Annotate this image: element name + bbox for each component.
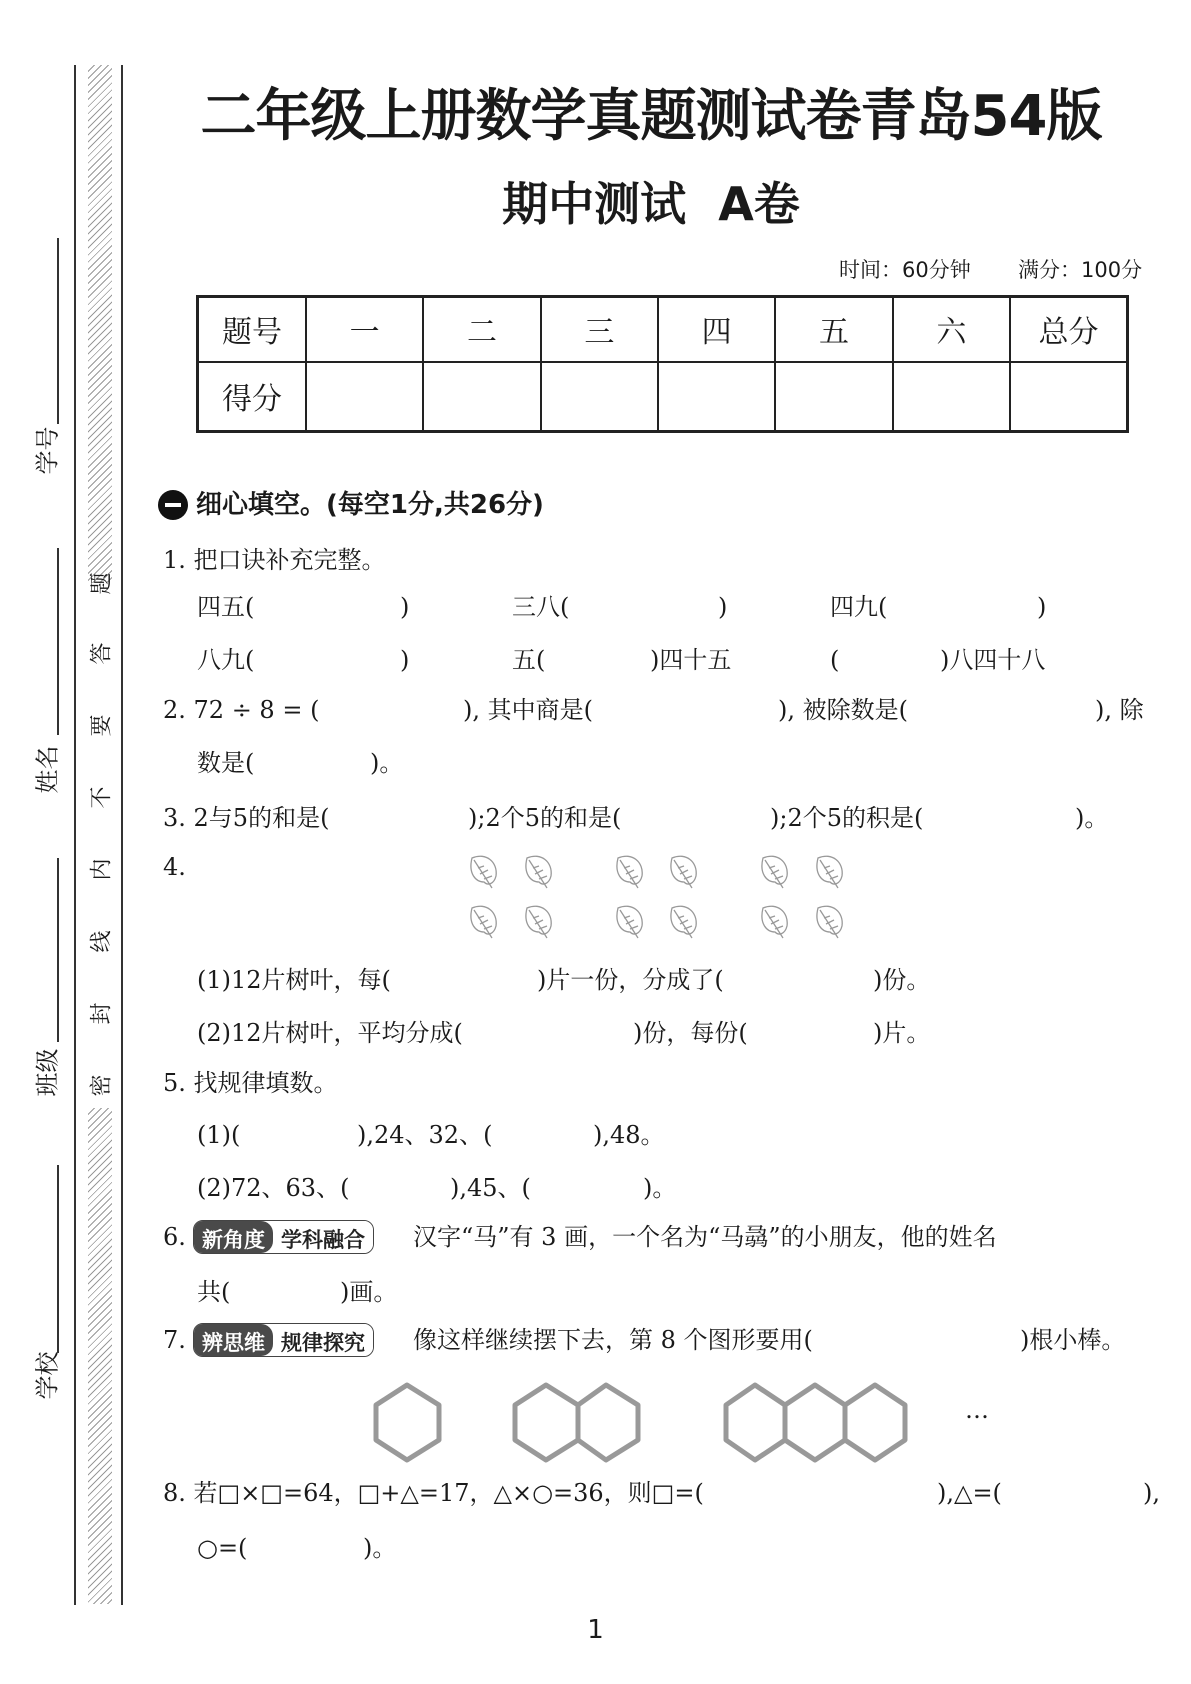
seal-char: 答 — [89, 642, 115, 665]
q1-text: ( — [830, 646, 840, 674]
q1-text: ) — [1037, 593, 1047, 621]
score-cell[interactable] — [541, 362, 658, 432]
seal-char: 不 — [89, 786, 115, 809]
badge-primary: 新角度 — [194, 1221, 273, 1253]
q4-text: )份，每份( — [633, 1019, 748, 1047]
leaf-icon — [466, 852, 500, 892]
hexagon-1 — [376, 1385, 439, 1460]
q5-text: ),24、32、( — [357, 1121, 493, 1149]
header-cell: 六 — [893, 297, 1010, 362]
header-cell: 二 — [423, 297, 540, 362]
hatch-bottom — [88, 1108, 112, 1604]
q2-text: 2. 72 ÷ 8 = ( — [163, 696, 320, 724]
q1-text: 四九( — [830, 593, 888, 621]
name-underline[interactable] — [57, 548, 59, 735]
q5-text: (2)72、63、( — [197, 1174, 350, 1202]
q3-text: )。 — [1075, 804, 1109, 832]
score-cell[interactable] — [775, 362, 892, 432]
q1-text: )八四十八 — [940, 646, 1046, 674]
binding-line-inner — [121, 65, 123, 1605]
q1-text: 八九( — [197, 646, 255, 674]
q1-text: ) — [400, 593, 410, 621]
leaf-icon — [812, 902, 846, 942]
q6-text: 共( — [197, 1278, 231, 1306]
q5-stem: 5. 找规律填数。 — [163, 1069, 338, 1097]
leaf-icon — [666, 852, 700, 892]
seal-char: 要 — [89, 714, 115, 737]
hexagon-3b — [785, 1385, 845, 1460]
score-cell[interactable] — [658, 362, 775, 432]
q1-text: 四五( — [197, 593, 255, 621]
header-cell: 一 — [306, 297, 423, 362]
q8-text: ), — [1143, 1479, 1160, 1507]
page-subtitle: 期中测试 A卷 — [502, 177, 800, 231]
q8-text: )。 — [363, 1534, 397, 1562]
q1-text: ) — [400, 646, 410, 674]
page-title: 二年级上册数学真题测试卷青岛54版 — [200, 84, 1102, 149]
q6-badge — [193, 1220, 374, 1254]
school-label: 学校 — [33, 1351, 62, 1400]
hexagon-sticks-figure — [360, 1380, 980, 1465]
q4-text: )份。 — [873, 966, 931, 994]
header-cell: 四 — [658, 297, 775, 362]
full-score: 满分：100分 — [1018, 258, 1143, 282]
q3-text: );2个5的积是( — [770, 804, 924, 832]
q1-text: ) — [718, 593, 728, 621]
q4-text: )片一份，分成了( — [537, 966, 724, 994]
badge-secondary: 规律探究 — [273, 1324, 373, 1356]
q4-text: )片。 — [873, 1019, 931, 1047]
seal-char: 线 — [89, 930, 115, 953]
q6-number: 6. — [163, 1223, 186, 1251]
q6-text: 汉字“马”有 3 画，一个名为“马骉”的小朋友，他的姓名 — [413, 1223, 997, 1251]
q1-text: )四十五 — [650, 646, 732, 674]
header-cell: 题号 — [198, 297, 306, 362]
section-heading: 细心填空。(每空1分,共26分) — [196, 490, 544, 520]
name-label: 姓名 — [33, 745, 62, 794]
header-cell: 五 — [775, 297, 892, 362]
student-id-label: 学号 — [33, 426, 62, 475]
badge-secondary: 学科融合 — [273, 1221, 373, 1253]
q3-text: );2个5的和是( — [468, 804, 622, 832]
page-number: 1 — [587, 1615, 604, 1645]
seal-char: 题 — [89, 572, 115, 595]
badge-primary: 辨思维 — [194, 1324, 273, 1356]
q2-text: ), 除 — [1095, 696, 1144, 724]
hexagon-2a — [515, 1385, 578, 1460]
q8-text: 8. 若□×□=64，□+△=17，△×○=36，则□=( — [163, 1479, 704, 1507]
leaf-icon — [521, 902, 555, 942]
table-row — [198, 362, 1128, 432]
header-cell: 总分 — [1010, 297, 1127, 362]
seal-char: 封 — [89, 1002, 115, 1025]
q2-text: ), 其中商是( — [463, 696, 593, 724]
q4-text: (1)12片树叶，每( — [197, 966, 391, 994]
q2-text: )。 — [370, 749, 404, 777]
hexagon-3c — [845, 1385, 905, 1460]
exam-time: 时间：60分钟 — [839, 258, 971, 282]
header-cell: 三 — [541, 297, 658, 362]
q8-text: ),△=( — [937, 1479, 1002, 1507]
q4-text: (2)12片树叶，平均分成( — [197, 1019, 463, 1047]
leaf-icon — [757, 902, 791, 942]
class-label: 班级 — [33, 1048, 62, 1097]
ellipsis: … — [965, 1396, 989, 1424]
hexagon-2b — [578, 1385, 638, 1460]
q2-text: ), 被除数是( — [778, 696, 908, 724]
q5-text: ),48。 — [593, 1121, 665, 1149]
leaf-icon — [466, 902, 500, 942]
binding-line-outer — [74, 65, 76, 1605]
q5-text: (1)( — [197, 1121, 241, 1149]
q4-number: 4. — [163, 853, 186, 881]
q7-badge — [193, 1323, 374, 1357]
q1-stem: 1. 把口诀补充完整。 — [163, 546, 386, 574]
leaf-icon — [612, 902, 646, 942]
score-label: 得分 — [198, 362, 306, 432]
q6-text: )画。 — [340, 1278, 398, 1306]
class-underline[interactable] — [57, 858, 59, 1042]
table-row — [198, 297, 1128, 362]
school-underline[interactable] — [57, 1165, 59, 1353]
q1-text: 五( — [512, 646, 546, 674]
q2-text: 数是( — [197, 749, 255, 777]
q5-text: )。 — [643, 1174, 677, 1202]
score-cell[interactable] — [1010, 362, 1127, 432]
q8-text: ○=( — [197, 1534, 248, 1562]
q7-text: )根小棒。 — [1020, 1326, 1126, 1354]
leaf-icon — [812, 852, 846, 892]
leaf-icon — [666, 902, 700, 942]
section-number-icon — [158, 490, 188, 520]
q7-text: 像这样继续摆下去，第 8 个图形要用( — [413, 1326, 813, 1354]
q5-text: ),45、( — [450, 1174, 531, 1202]
hexagon-3a — [726, 1385, 785, 1460]
score-cell[interactable] — [306, 362, 423, 432]
seal-char: 密 — [89, 1074, 115, 1097]
score-cell[interactable] — [893, 362, 1010, 432]
student-id-underline[interactable] — [57, 238, 59, 424]
leaf-icon — [612, 852, 646, 892]
score-table — [196, 295, 1129, 433]
score-cell[interactable] — [423, 362, 540, 432]
q3-text: 3. 2与5的和是( — [163, 804, 330, 832]
leaf-icon — [521, 852, 555, 892]
q1-text: 三八( — [512, 593, 570, 621]
q7-number: 7. — [163, 1326, 186, 1354]
seal-char: 内 — [89, 858, 115, 881]
leaf-icon — [757, 852, 791, 892]
